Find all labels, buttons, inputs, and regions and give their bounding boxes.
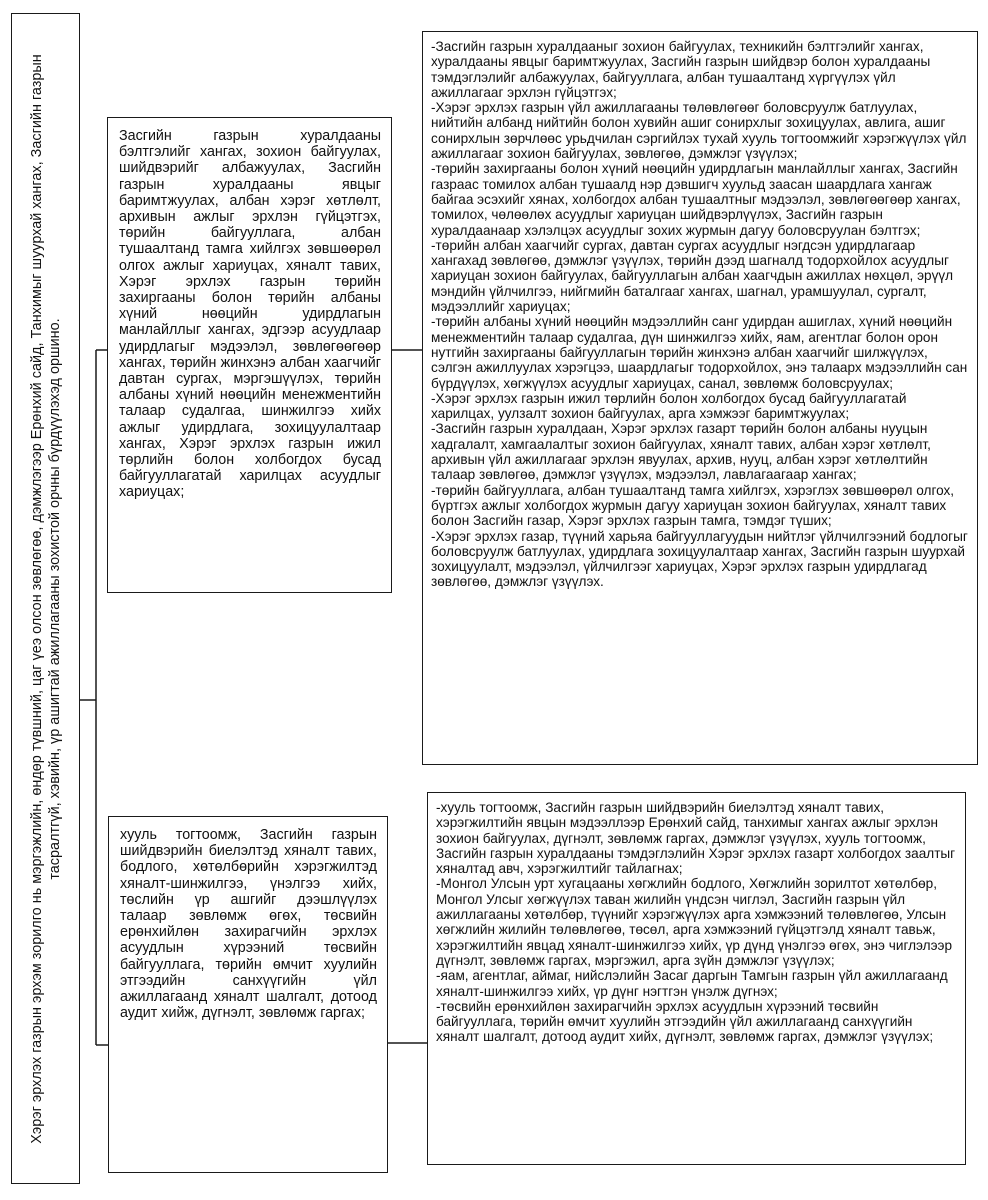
details-1-item: -төрийн албаны хүний нөөцийн мэдээллийн санг удирдан ашиглах, хүний нөөцийн менежментийн талаар судалгаа, дүн шинжилгээ хийх, яам, агентлаг болон орон нутгийн захиргааны байгууллагын төрийн жинхэнэ албан хаагчийг шилжүүлэх, сэлгэн ажиллуулах хэрэгцээ, шаардлагыг тодорхойлох, энэ талаарх мэдээллийн сан бүрдүүлэх, хөгжүүлэх асуудлыг хариуцах, санал, зөвлөмж боловсруулах; — [431, 314, 968, 391]
details-1-item: -Хэрэг эрхлэх газрын ижил төрлийн болон холбогдох бусад байгууллагатай харилцах, уулзалт зохион байгуулах, арга хэмжээг баримтжуулах; — [431, 390, 907, 422]
details-1-item: -Засгийн газрын хуралдаан, Хэрэг эрхлэх газарт төрийн болон албаны нууцын хадгалалт, хамгаалалтыг зохион байгуулах, хяналт тавих, албан хэрэг хөтлөлт, архивын үйл ажиллагааг эрхлэн явуулах, архив, нууц, албан хэрэг хөтлөлтийн талаар зөвлөгөө, дэмжлэг үзүүлэх, мэдээлэл, лавлагаагаар хангах; — [431, 421, 931, 483]
details-1-item: -Засгийн газрын хуралдааныг зохион байгуулах, техникийн бэлтгэлийг хангах, хуралдааны явцыг баримтжуулах, Засгийн газрын шийдвэр болон хуралдааны тэмдэглэлийг албажуулах, байгууллага, албан тушаалтанд хүргүүлэх үйл ажиллагааг эрхлэн гүйцэтгэх; — [431, 39, 931, 100]
details-box-1 — [422, 31, 978, 765]
details-1-item: -төрийн байгууллага, албан тушаалтанд тамга хийлгэх, хэрэглэх зөвшөөрөл олгох, бүртгэх ажлыг холбогдох журмын дагуу хариуцан зохион байгуулах, хяналт тавих болон Засгийн газар, Хэрэг эрхлэх газрын тамга, тэмдэг түших; — [431, 482, 955, 529]
function-box-1-text: Засгийн газрын хуралдааны бэлтгэлийг хангах, зохион байгуулах, шийдвэрийг албажуулах, Засгийн газрын хуралдааны явцыг баримтжуулах, албан хэрэг хөтлөлт, архивын ажлыг эрхлэн гүйцэтгэх, төрийн байгууллага, албан тушаалтанд тамга хийлгэх зөвшөөрөл олгох ажлыг хариуцах, хяналт тавих, Хэрэг эрхлэх газрын төрийн захиргааны болон төрийн албаны хүний нөөцийн удирдлагын манлайллыг хангах, эдгээр асуудлаар удирдлагыг мэдээлэл, зөвлөгөөгөөр хангах, төрийн жинхэнэ албан хаагчийг давтан сургах, мэргэшүүлэх, төрийн албаны хүний нөөцийн менежментийн талаар судалгаа, шинжилгээ хийх ажлыг удирдлага, зохицуулалтаар хангах, Хэрэг эрхлэх газрын ижил төрлийн болон холбогдох бусад байгууллагатай харилцах асуудлыг хариуцах; — [119, 128, 381, 501]
root-mission-text: Хэрэг эрхлэх газрын эрхэм зорилго нь мэргэжлийн, өндөр түвшний, цаг үеэ олсон зөвлөгөө, дэмжлэгээр Ерөнхий сайд, Танхимыг шуурхай хангах, Засгийн газрын тасралтгүй, хэвийн, үр ашигтай ажиллагааны зохистой орчны бүрдүүлэхэд оршино. — [28, 53, 63, 1144]
details-2-item: -Монгол Улсын урт хугацааны хөгжлийн бодлого, Хөгжлийн зорилтот хөтөлбөр, Монгол Улсыг хөгжүүлэх таван жилийн үндсэн чиглэл, Засгийн газрын үйл ажиллагааны хөтөлбөр, түүнийг хэрэгжүүлэх арга хэмжээний төлөвлөгөө, Улсын хөгжлийн жилийн төлөвлөгөө, төсөл, арга хэмжээний гүйцэтгэлд хяналт тавьж, хэрэгжилтийн явцад хяналт-шинжилгээ хийх, үр дүнд үнэлгээ өгөх, энэ чиглэлээр дүгнэлт, зөвлөмж гаргах, мэргэжил, арга зүйн дэмжлэг үзүүлэх; — [436, 876, 953, 968]
details-2-item: -яам, агентлаг, аймаг, нийслэлийн Засаг даргын Тамгын газрын үйл ажиллагаанд хяналт-шинжилгээ хийх, үр дүнг нэгтгэн үнэлж дүгнэх; — [436, 968, 948, 999]
details-1-item: -Хэрэг эрхлэх газрын үйл ажиллагааны төлөвлөгөөг боловсруулж батлуулах, нийтийн албанд нийтийн болон хувийн ашиг сонирхлыг зохицуулах, авлига, ашиг сонирхлын зөрчлөөс урьдчилан сэргийлэх тухай хууль тогтоомжийг хэрэгжүүлэх үйл ажиллагааг зохион байгуулах, зөвлөгөө, дэмжлэг үзүүлэх; — [431, 100, 967, 162]
function-box-1 — [107, 117, 392, 593]
function-box-2 — [108, 816, 388, 1173]
details-2-item: -хууль тогтоомж, Засгийн газрын шийдвэрийн биелэлтэд хяналт тавих, хэрэгжилтийн явцын мэдээллээр Ерөнхий сайд, танхимыг хангах ажлыг эрхлэн зохион байгуулах, дүгнэлт, зөвлөмж гаргах, дэмжлэг үзүүлэх, хууль тогтоомж, Засгийн газрын хуралдааны тэмдэглэлийн Хэрэг эрхлэх газарт холбогдох заалтыг хяналтад авч, хэрэгжилтийг тайлагнах; — [436, 800, 956, 877]
root-mission-box — [11, 13, 80, 1184]
details-1-item: -Хэрэг эрхлэх газар, түүний харьяа байгууллагуудын нийтлэг үйлчилгээний бодлогыг боловсруулж батлуулах, удирдлага зохицуулалтаар хангах, Засгийн газрын шуурхай зохицуулалт, мэдээлэл, үйлчилгээг хариуцах, Хэрэг эрхлэх газрын удирдлагад зөвлөгөө, дэмжлэг үзүүлэх. — [431, 528, 968, 590]
details-1-item: -төрийн албан хаагчийг сургах, давтан сургах асуудлыг нэгдсэн удирдлагаар хангахад зөвлөгөө, дэмжлэг үзүүлэх, төрийн дээд шагналд тодорхойлох асуудлыг хариуцан зохион байгуулах, байгууллагын албан хаагчдын ажиллах нөхцөл, эрүүл мэндийн үйлчилгээ, нийгмийн баталгааг хангах, шагнал, урамшуулал, сургалт, мэдээллийг хариуцах; — [431, 237, 954, 315]
details-2-item: -төсвийн ерөнхийлөн захирагчийн эрхлэх асуудлын хүрээний төсвийн байгууллага, төрийн өмчит хуулийн этгээдийн үйл ажиллагаанд санхүүгийн хяналт шалгалт, дотоод аудит хийх, дүгнэлт, зөвлөмж гаргах, дэмжлэг үзүүлэх; — [436, 998, 934, 1045]
details-1-item: -төрийн захиргааны болон хүний нөөцийн удирдлагын манлайллыг хангах, Засгийн газраас томилох албан тушаалд нэр дэвшигч хуульд заасан шаардлага хангаж байгаа эсэхийг хянах, холбогдох албан тушаалтныг мэдээлэл, зөвлөгөөгөөр хангах, томилох, чөлөөлөх асуудлыг хариуцан шийдвэрлүүлэх, Засгийн газрын хуралдаанаар хэлэлцэх асуудлыг зохих журмын дагуу боловсруулан бэлтгэх; — [431, 161, 961, 238]
details-box-2 — [427, 792, 966, 1165]
function-box-2-text: хууль тогтоомж, Засгийн газрын шийдвэрийн биелэлтэд хяналт тавих, бодлого, хөтөлбөрийн хэрэгжилтэд хяналт-шинжилгээ, үнэлгээ хийх, төслийн үр ашгийг дээшлүүлэх талаар зөвлөмж өгөх, төсвийн ерөнхийлөн захирагчийн эрхлэх асуудлын хүрээний төсвийн байгууллага, төрийн өмчит хуулийн этгээдийн санхүүгийн үйл ажиллагаанд хяналт шалгалт, дотоод аудит хийж, дүгнэлт, зөвлөмж гаргах; — [120, 827, 377, 1022]
